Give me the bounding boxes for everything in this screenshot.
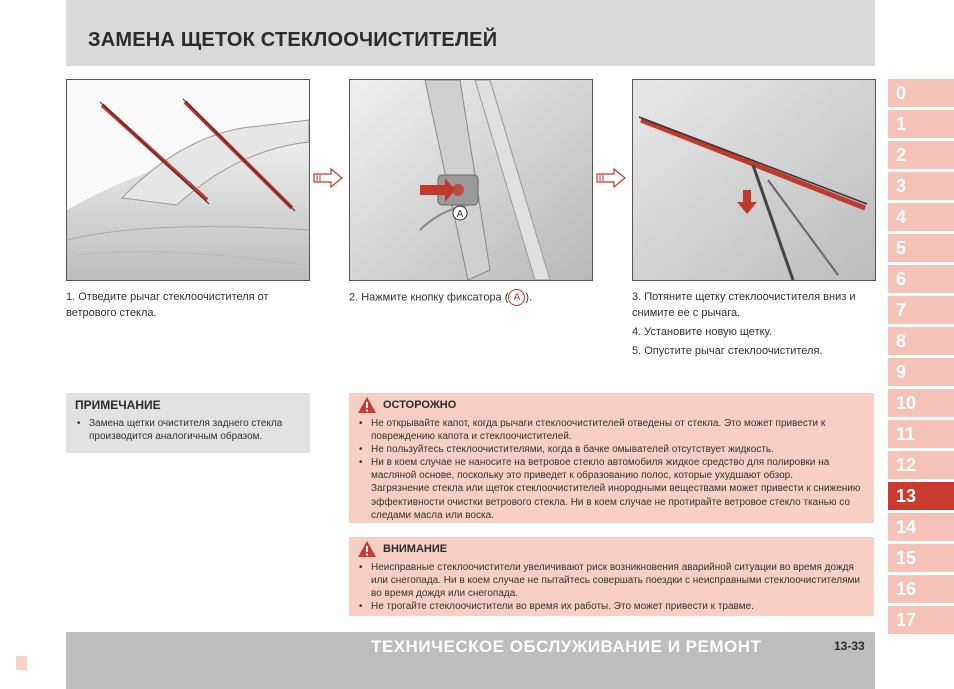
chapter-tab-12[interactable]: 12 — [888, 451, 954, 479]
chapter-tab-11[interactable]: 11 — [888, 420, 954, 448]
chapter-tab-7[interactable]: 7 — [888, 296, 954, 324]
page-footer — [66, 632, 875, 689]
chapter-tab-17[interactable]: 17 — [888, 606, 954, 634]
note-box — [66, 393, 310, 453]
step-1-text: 1. Отведите рычаг стеклоочистителя от ветрового стекла. — [66, 291, 269, 319]
chapter-tabs — [888, 79, 954, 637]
warning-triangle-icon — [357, 540, 377, 558]
figure-press-lock-button — [349, 79, 593, 281]
page-number: 13-33 — [834, 639, 865, 653]
caution-list — [357, 417, 867, 522]
chapter-tab-15[interactable]: 15 — [888, 544, 954, 572]
caution-title: ОСТОРОЖНО — [383, 399, 457, 411]
chapter-tab-2[interactable]: 2 — [888, 141, 954, 169]
warning-box — [349, 537, 874, 616]
figure-raise-wiper-arm — [66, 79, 310, 281]
step-3-text: 3. Потяните щетку стеклоочистителя вниз и снимите ее с рычага. — [632, 291, 856, 319]
step-5-text: 5. Опустите рычаг стеклоочистителя. — [632, 345, 823, 357]
caution-item: Загрязнение стекла или щеток стеклоочистителей инородными веществами может привести к снижению эффективности очистки ветрового стекла. Ни в коем случае не протирайте ветровое стекло тканью со следами масла или воска. — [371, 483, 861, 521]
figure-callout-a: A — [456, 209, 464, 220]
chapter-tab-13[interactable]: 13 — [888, 482, 954, 510]
corner-marker — [16, 656, 27, 670]
chapter-tab-8[interactable]: 8 — [888, 327, 954, 355]
warning-item: • Не трогайте стеклоочистители во время их работы. Это может привести к травме. — [357, 600, 867, 613]
chapter-tab-0[interactable]: 0 — [888, 79, 954, 107]
caution-item: • Ни в коем случае не наносите на ветровое стекло автомобиля жидкое средство для полировки на масляной основе, поскольку это приведет к образованию полос, которые ухудшают обзор. — [357, 456, 867, 482]
warning-title: ВНИМАНИЕ — [383, 543, 448, 555]
chapter-tab-1[interactable]: 1 — [888, 110, 954, 138]
caution-item: • Не пользуйтесь стеклоочистителями, когда в бачке омывателей отсутствует жидкость. — [357, 443, 867, 456]
chapter-tab-16[interactable]: 16 — [888, 575, 954, 603]
chapter-tab-4[interactable]: 4 — [888, 203, 954, 231]
note-title: ПРИМЕЧАНИЕ — [75, 398, 161, 412]
step-3-5-caption — [632, 289, 876, 362]
chapter-tab-3[interactable]: 3 — [888, 172, 954, 200]
step-1-caption — [66, 289, 310, 324]
chapter-tab-5[interactable]: 5 — [888, 234, 954, 262]
warning-item: • Неисправные стеклоочистители увеличивают риск возникновения аварийной ситуации во время дождя или снегопада. Ни в коем случае не пытайтесь совершать поездки с неисправными стеклоочистителями во время дождя или снегопада. — [357, 561, 867, 600]
page-header — [66, 0, 875, 66]
chapter-tab-14[interactable]: 14 — [888, 513, 954, 541]
step-4-text: 4. Установите новую щетку. — [632, 326, 772, 338]
step-2-caption — [349, 289, 593, 309]
note-item: • Замена щетки очистителя заднего стекла производится аналогичным образом. — [75, 417, 305, 443]
warning-triangle-icon — [357, 396, 377, 414]
chapter-tab-10[interactable]: 10 — [888, 389, 954, 417]
warning-list — [357, 561, 867, 613]
caution-box — [349, 393, 874, 523]
next-step-arrow-icon — [596, 167, 626, 189]
chapter-tab-9[interactable]: 9 — [888, 358, 954, 386]
caution-item: • Не открывайте капот, когда рычаги стеклоочистителей отведены от стекла. Это может привести к повреждению капота и стеклоочистителей. — [357, 417, 867, 443]
section-title: ТЕХНИЧЕСКОЕ ОБСЛУЖИВАНИЕ И РЕМОНТ — [371, 637, 762, 656]
figure-remove-wiper-blade — [632, 79, 876, 281]
page-title: ЗАМЕНА ЩЕТОК СТЕКЛООЧИСТИТЕЛЕЙ — [88, 29, 498, 51]
chapter-tab-6[interactable]: 6 — [888, 265, 954, 293]
marker-a-icon: A — [508, 289, 525, 306]
next-step-arrow-icon — [313, 167, 343, 189]
note-list — [75, 417, 305, 443]
step-2-text: 2. Нажмите кнопку фиксатора ( A ). — [349, 289, 593, 306]
